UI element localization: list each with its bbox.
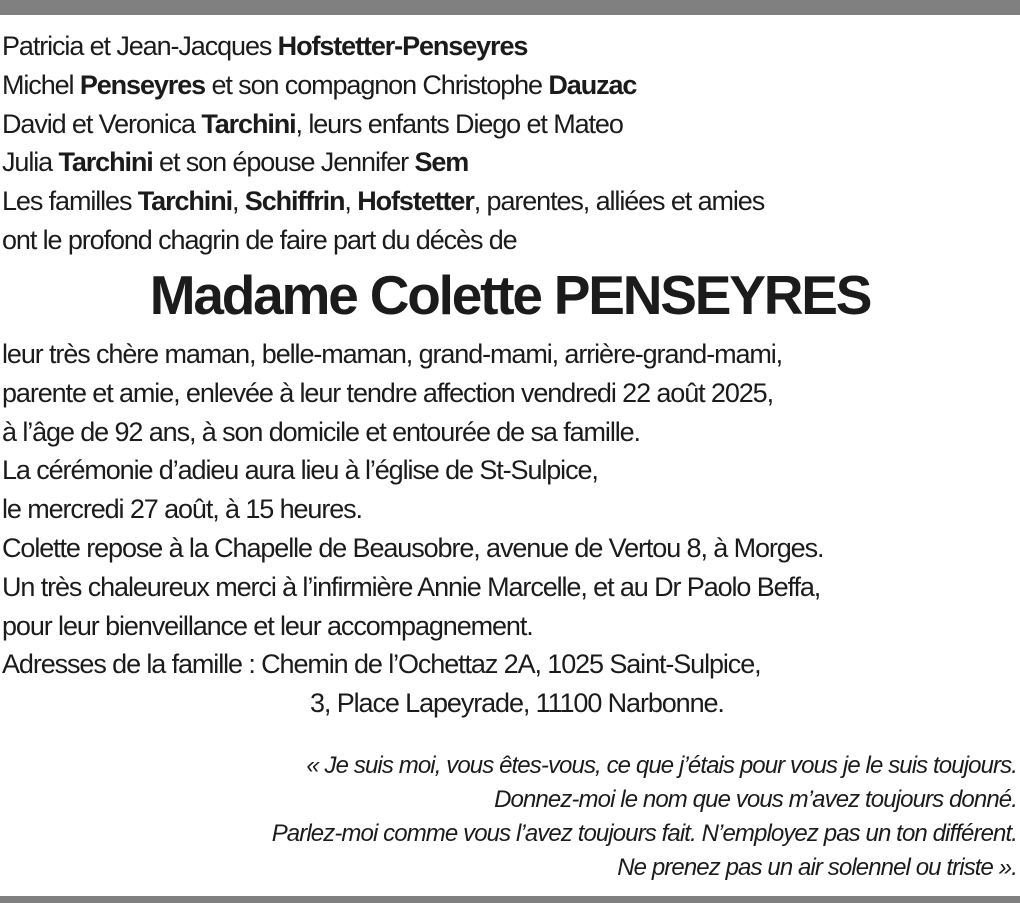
body-line: parente et amie, enlevée à leur tendre affection vendredi 22 août 2025, (2, 377, 774, 408)
announcement-text: ont le profond chagrin de faire part du décès de (2, 224, 517, 255)
body-line: La cérémonie d’adieu aura lieu à l’église de St-Sulpice, (2, 455, 598, 486)
family-address-line: Adresses de la famille : Chemin de l’Ochettaz 2A, 1025 Saint-Sulpice, (2, 649, 761, 680)
notice-body (2, 335, 1012, 723)
family-line (2, 27, 1012, 66)
family-text: , (231, 186, 245, 217)
family-text: David et Veronica (2, 108, 202, 139)
family-list (2, 27, 1012, 260)
family-surname: Dauzac (548, 69, 637, 100)
announcement-line (2, 221, 1012, 260)
family-line (2, 105, 1012, 144)
body-line: pour leur bienveillance et leur accompagnement. (2, 610, 533, 641)
family-address-line-2: 3, Place Lapeyrade, 11100 Narbonne. (310, 688, 724, 719)
family-surname: Penseyres (79, 69, 206, 100)
body-line: le mercredi 27 août, à 15 heures. (2, 494, 362, 525)
family-surname: Tarchini (201, 108, 296, 139)
family-line (2, 143, 1012, 182)
body-line: à l’âge de 92 ans, à son domicile et entourée de sa famille. (2, 416, 640, 447)
quote-line: Parlez-moi comme vous l’avez toujours fait. N’employez pas un ton différent. (271, 820, 1017, 847)
family-text: , parentes, alliées et amies (473, 186, 765, 217)
body-line: leur très chère maman, belle-maman, grand-mami, arrière-grand-mami, (2, 339, 783, 369)
family-text: et son compagnon Christophe (205, 69, 549, 100)
deceased-name: Madame Colette PENSEYRES (149, 264, 871, 326)
family-text: Patricia et Jean-Jacques (2, 31, 278, 61)
quote-line: « Je suis moi, vous êtes-vous, ce que j’étais pour vous je le suis toujours. (306, 752, 1017, 779)
family-text: Les familles (2, 186, 138, 217)
family-surname: Tarchini (58, 147, 153, 178)
family-surname: Hofstetter-Penseyres (277, 31, 528, 61)
family-text: et son épouse Jennifer (152, 147, 415, 178)
body-line: Colette repose à la Chapelle de Beausobre, avenue de Vertou 8, à Morges. (2, 532, 824, 563)
closing-quote (272, 749, 1017, 885)
family-surname: Hofstetter (357, 186, 474, 217)
quote-line: Ne prenez pas un air solennel ou triste ». (617, 854, 1017, 881)
family-line (2, 66, 1012, 105)
quote-line: Donnez-moi le nom que vous m’avez toujours donné. (494, 786, 1017, 813)
family-text: , leurs enfants Diego et Mateo (295, 108, 623, 139)
family-surname: Sem (414, 147, 469, 178)
family-text: Michel (2, 69, 80, 100)
family-line (2, 182, 1012, 221)
family-surname: Schiffrin (244, 186, 345, 217)
top-rule (0, 0, 1020, 15)
family-text: Julia (2, 147, 59, 178)
family-text: , (344, 186, 358, 217)
family-surname: Tarchini (137, 186, 232, 217)
bottom-rule (0, 896, 1020, 903)
body-line: Un très chaleureux merci à l’infirmière Annie Marcelle, et au Dr Paolo Beffa, (2, 571, 821, 602)
